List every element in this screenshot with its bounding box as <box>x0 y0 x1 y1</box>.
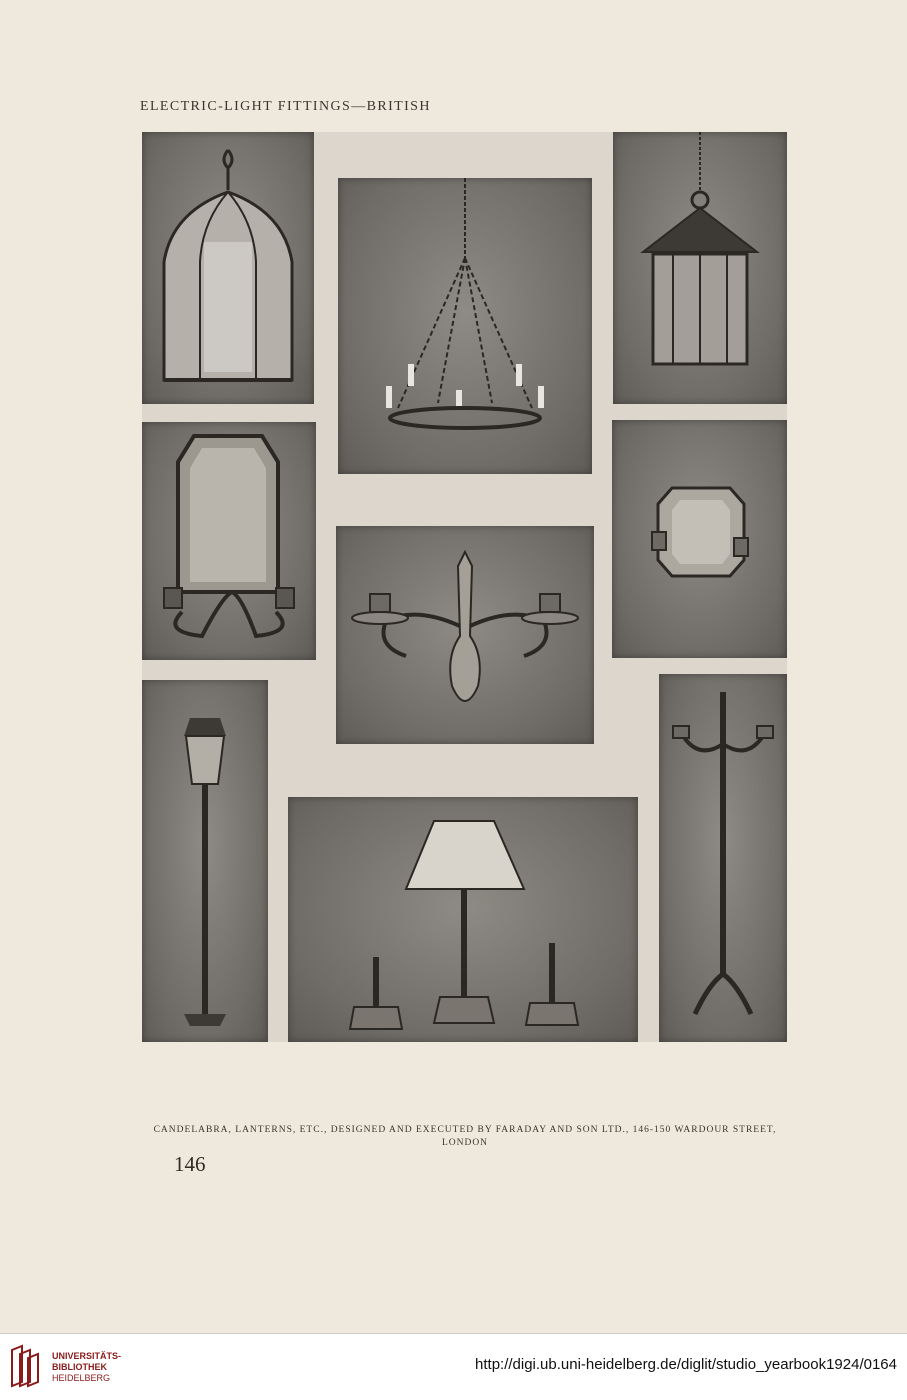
plate-caption <box>120 1124 810 1150</box>
photo-hexagonal-glass-lantern <box>142 132 314 404</box>
photo-mirror-wall-sconce <box>142 422 316 660</box>
mirror-sconce-drawing <box>142 422 316 660</box>
caption-line-2: LONDON <box>441 1138 489 1148</box>
library-name <box>52 1351 121 1384</box>
footer-bar <box>0 1333 907 1400</box>
library-name-line-3: HEIDELBERG <box>52 1373 111 1383</box>
page-number: 146 <box>174 1152 206 1176</box>
caption-line-1: CANDELABRA, LANTERNS, ETC., DESIGNED AND EXECUTED BY FARADAY AND SON LTD., 146-150 WARDOUR STREET, <box>153 1125 777 1135</box>
cylindrical-lantern-drawing <box>613 132 787 404</box>
photo-floor-candelabrum <box>659 674 787 1042</box>
library-name-line-2: BIBLIOTHEK <box>52 1362 107 1372</box>
photo-plate <box>142 132 787 1042</box>
photo-table-lamp-and-candlesticks <box>288 797 638 1042</box>
library-logo-icon <box>8 1344 48 1390</box>
photo-octagonal-wall-sconce <box>612 420 787 658</box>
table-lamp-drawing <box>288 797 638 1042</box>
chandelier-drawing <box>338 178 592 474</box>
photo-six-light-chandelier <box>338 178 592 474</box>
floor-candelabrum-drawing <box>659 674 787 1042</box>
photo-lantern-standard-lamp <box>142 680 268 1042</box>
photo-two-arm-wall-bracket <box>336 526 594 744</box>
source-url-link[interactable]: http://digi.ub.uni-heidelberg.de/diglit/studio_yearbook1924/0164 <box>475 1356 897 1373</box>
library-name-line-1: UNIVERSITÄTS- <box>52 1351 122 1361</box>
running-head: ELECTRIC-LIGHT FITTINGS—BRITISH <box>140 99 431 114</box>
standard-lamp-drawing <box>142 680 268 1042</box>
hexagonal-lantern-drawing <box>142 132 314 404</box>
octagonal-sconce-drawing <box>612 420 787 658</box>
photo-cylindrical-hanging-lantern <box>613 132 787 404</box>
wall-bracket-drawing <box>336 526 594 744</box>
